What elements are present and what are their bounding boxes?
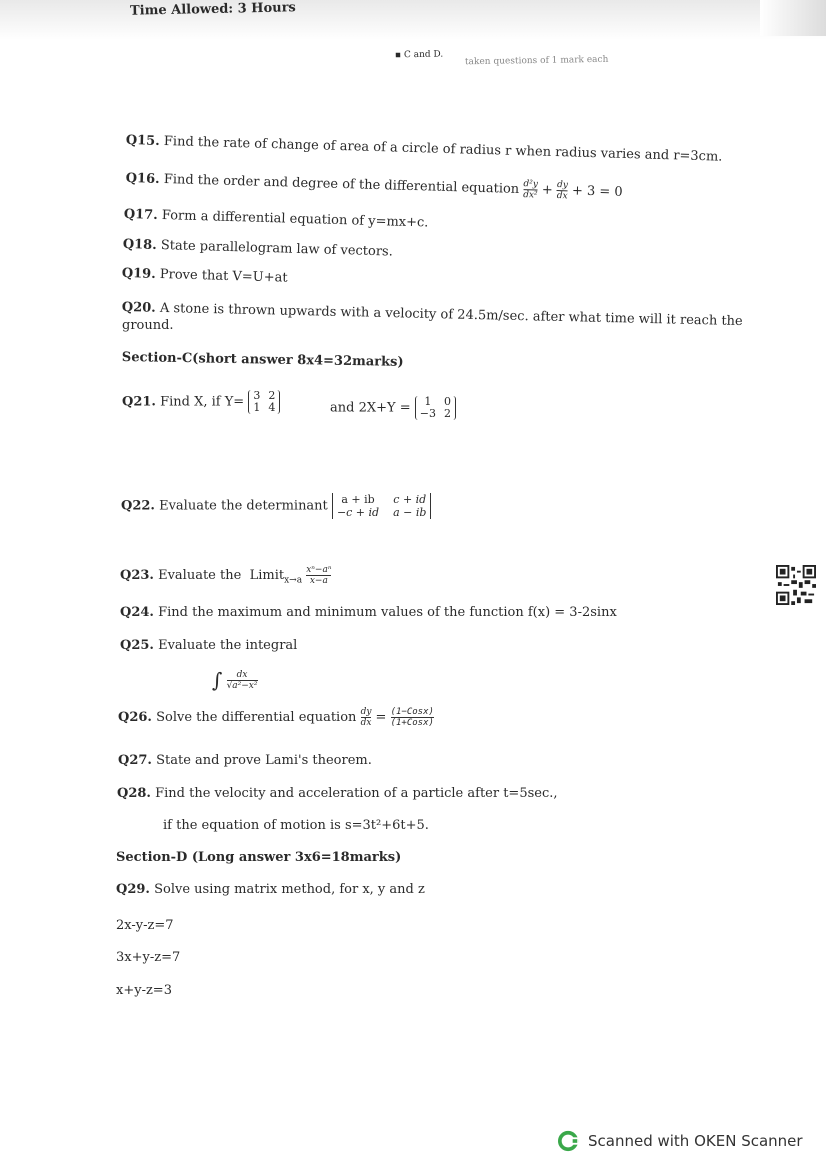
- scan-shadow: [0, 0, 826, 40]
- question-17: Q17. Form a differential equation of y=mx+c.: [123, 207, 429, 231]
- question-21-rhs: and 2X+Y = 1 0 −3 2: [330, 396, 456, 420]
- header-note-a: ▪ C and D.: [394, 49, 444, 61]
- question-26: Q26. Solve the differential equation $\frac{dy}{dx}$ = $\frac{\text{(1−Cosx)}}{\text{(1+Cosx)}}$: [118, 707, 434, 728]
- time-allowed: Time Allowed: 3 Hours: [129, 0, 296, 19]
- question-28: Q28. Find the velocity and acceleration of a particle after t=5sec.,: [117, 786, 558, 801]
- oken-scanner-logo-icon: [558, 1130, 580, 1152]
- integral-expression: ∫ $\frac{dx}{\text{√a²−x²}}$: [212, 668, 258, 692]
- question-16: Q16. Find the order and degree of the differential equation $\frac{\text{d²y}}{\text{dx²}}$ + $\frac{dy}{dx}$ + 3 = 0: [125, 170, 623, 202]
- question-20-line2: ground.: [122, 318, 174, 333]
- question-23: Q23. Evaluate the Limit$_{x\to a}$ $\frac{\text{xⁿ−aⁿ}}{x-a}$: [120, 565, 332, 586]
- limit-fraction: $\frac{\text{xⁿ−aⁿ}}{x-a}$: [306, 565, 332, 586]
- question-29: Q29. Solve using matrix method, for x, y and z: [116, 882, 425, 897]
- scanner-text: Scanned with OKEN Scanner: [588, 1132, 803, 1150]
- question-20: Q20. A stone is thrown upwards with a velocity of 24.5m/sec. after what time will it reach the: [121, 300, 743, 330]
- q16-second-derivative: $\frac{\text{d²y}}{\text{dx²}}$: [523, 179, 539, 201]
- question-18: Q18. State parallelogram law of vectors.: [122, 237, 394, 260]
- matrix-y: 3 2 1 4: [248, 390, 280, 414]
- equation-2: 3x+y-z=7: [116, 950, 181, 965]
- question-22: Q22. Evaluate the determinant a + ib c + id −c + id a − ib: [121, 493, 431, 519]
- question-15: Q15. Find the rate of change of area of a circle of radius r when radius varies and r=3cm.: [125, 133, 723, 165]
- determinant: a + ib c + id −c + id a − ib: [332, 493, 431, 519]
- scanner-watermark: [558, 1130, 803, 1152]
- question-24: Q24. Find the maximum and minimum values of the function f(x) = 3-2sinx: [120, 605, 617, 620]
- qr-code-icon: [776, 565, 816, 605]
- header-note-b: taken questions of 1 mark each: [464, 54, 609, 68]
- section-c-title: Section-C(short answer 8x4=32marks): [121, 350, 404, 370]
- equation-1: 2x-y-z=7: [116, 918, 174, 933]
- section-d-title: Section-D (Long answer 3x6=18marks): [116, 850, 402, 865]
- question-28-line2: if the equation of motion is s=3t²+6t+5.: [163, 818, 429, 833]
- question-27: Q27. State and prove Lami's theorem.: [118, 753, 372, 768]
- q16-first-derivative: $\frac{dy}{dx}$: [556, 180, 569, 202]
- equation-3: x+y-z=3: [116, 983, 172, 998]
- question-25: Q25. Evaluate the integral: [120, 638, 298, 653]
- question-21: Q21. Find X, if Y= 3 2 1 4: [122, 390, 280, 414]
- scan-edge: [760, 0, 826, 36]
- question-19: Q19. Prove that V=U+at: [121, 266, 288, 286]
- matrix-rhs: 1 0 −3 2: [415, 396, 456, 420]
